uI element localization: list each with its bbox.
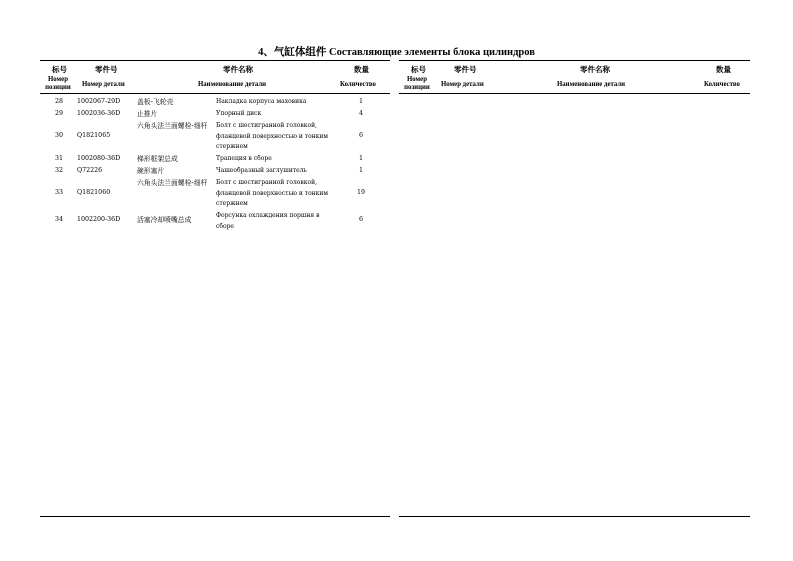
row-code: 1002036-36D [77,110,121,117]
header-code-ru: Номер детали [441,81,484,88]
header-code-cn: 零件号 [95,65,118,74]
row-code: 1002067-29D [77,98,121,105]
row-name-ru: Форсунка охлаждения поршня в сборе [216,212,320,230]
header-qty-cn: 数量 [716,65,731,74]
row-qty: 1 [358,167,363,174]
row-name-ru: Накладка корпуса маховика [216,98,307,105]
header-code-ru: Номер детали [82,81,125,88]
table-row [40,154,390,166]
row-pos: 32 [54,167,63,174]
header-qty-ru: Количество [340,81,376,88]
header-name-ru: Наименование детали [557,81,626,88]
right-bottom-rule [399,516,750,517]
row-code: Q72226 [77,167,103,174]
header-pos-ru: Номер позиции [404,76,430,91]
row-pos: 29 [54,110,63,117]
header-code-cn: 零件号 [454,65,477,74]
row-code: Q1821065 [77,132,111,139]
header-qty-cn: 数量 [354,65,369,74]
row-qty: 1 [358,155,363,162]
row-pos: 31 [54,155,63,162]
table-row [40,97,390,109]
left-bottom-rule [40,516,390,517]
row-name-ru: Болт с шестигранной головкой, фланцевой поверхностью и тонким стержнем [216,179,329,207]
header-name-cn: 零件名称 [223,65,253,74]
row-name-ru: Болт с шестигранной головкой, фланцевой поверхностью и тонким стержнем [216,122,329,150]
row-pos: 30 [54,132,63,139]
row-name-cn: 梯形框架总成 [137,155,178,163]
row-name-cn: 碗形塞片 [137,167,165,175]
row-pos: 33 [54,189,63,196]
row-name-cn: 活塞冷却喷嘴总成 [137,216,192,224]
row-name-cn: 止推片 [137,110,158,118]
header-pos-cn: 标号 [52,65,67,74]
table-row [40,166,390,178]
row-name-cn: 六角头法兰面螺栓-细杆 [137,122,208,130]
row-code: 1002080-36D [77,155,121,162]
row-qty: 4 [358,110,363,117]
row-pos: 28 [54,98,63,105]
header-qty-ru: Количество [704,81,740,88]
table-row [40,121,390,154]
header-bottom-rule [40,93,390,94]
row-name-ru: Чашеобразный заглушитель [216,167,307,174]
row-name-cn: 六角头法兰面螺栓-细杆 [137,179,208,187]
row-name-cn: 盖板-飞轮壳 [137,98,174,106]
header-bottom-rule [399,93,750,94]
table-header [40,61,390,93]
right-parts-table [399,60,750,94]
row-qty: 6 [358,132,363,139]
row-pos: 34 [54,216,63,223]
row-name-ru: Трапеция в сборе [216,155,272,162]
header-name-cn: 零件名称 [580,65,610,74]
page-title: 4、气缸体组件 Составляющие элементы блока цилиндров [258,47,535,58]
table-row [40,178,390,211]
header-pos-ru: Номер позиции [45,76,71,91]
row-code: Q1821060 [77,189,111,196]
row-qty: 1 [358,98,363,105]
table-row [40,211,390,233]
table-row [40,109,390,121]
header-pos-cn: 标号 [411,65,426,74]
row-qty: 19 [356,189,365,196]
left-parts-table [40,60,390,233]
table-header [399,61,750,93]
row-code: 1002200-36D [77,216,121,223]
row-qty: 6 [358,216,363,223]
row-name-ru: Упорный диск [216,110,262,117]
header-name-ru: Наименование детали [198,81,267,88]
